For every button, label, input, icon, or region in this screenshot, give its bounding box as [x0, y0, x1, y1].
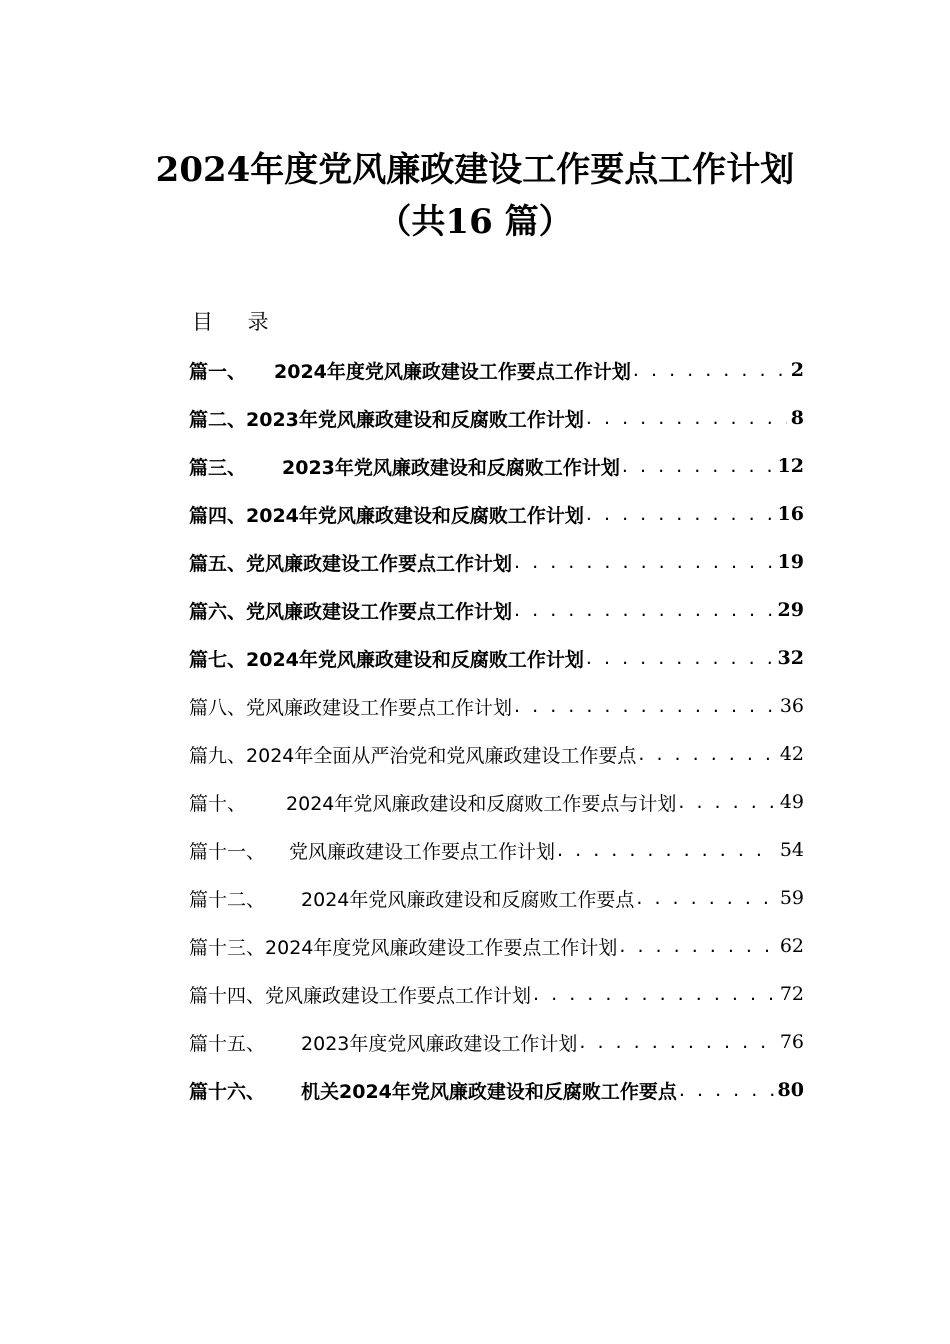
toc-entry-prefix: 篇十二、 [189, 888, 266, 911]
toc-entry-title: 2024年度党风廉政建设工作要点工作计划 [265, 936, 618, 959]
toc-leader-dots [557, 839, 776, 861]
toc-entry-prefix: 篇九、 [189, 744, 247, 767]
toc-entry-page: 12 [777, 455, 804, 477]
toc-entry[interactable] [189, 1066, 804, 1114]
toc-heading: 目 录 [192, 310, 283, 334]
toc-entry[interactable] [189, 970, 804, 1018]
toc-entry-title: 党风廉政建设工作要点工作计划 [246, 552, 513, 575]
toc-leader-dots [533, 983, 776, 1005]
toc-entry-page: 62 [779, 935, 804, 957]
toc-leader-dots [586, 647, 774, 669]
toc-entry-title: 2024年全面从严治党和党风廉政建设工作要点 [246, 744, 637, 767]
document-subtitle: （共16 篇） [377, 202, 573, 242]
toc-entry[interactable] [189, 682, 804, 730]
toc-entry-page: 16 [777, 503, 804, 525]
toc-entry-prefix: 篇十五、 [189, 1032, 266, 1055]
toc-leader-dots [622, 455, 774, 477]
toc-entry-prefix: 篇八、 [189, 696, 247, 719]
toc-entry-prefix: 篇六、 [189, 600, 247, 623]
toc-entry-title: 2023年度党风廉政建设工作计划 [301, 1032, 578, 1055]
toc-leader-dots [633, 359, 787, 381]
toc-entry-title: 2024年党风廉政建设和反腐败工作计划 [246, 648, 584, 671]
toc-entry[interactable] [189, 922, 804, 970]
toc-leader-dots [619, 935, 775, 957]
toc-entry-prefix: 篇十、 [189, 792, 247, 815]
toc-entry[interactable] [189, 634, 804, 682]
toc-entry-prefix: 篇十六、 [189, 1080, 266, 1103]
toc-leader-dots [678, 791, 775, 813]
toc-entry-prefix: 篇十四、 [189, 984, 266, 1007]
toc-leader-dots [586, 503, 774, 525]
toc-leader-dots [586, 407, 787, 429]
toc-entry-title: 2023年党风廉政建设和反腐败工作计划 [246, 408, 584, 431]
toc-entry[interactable] [189, 538, 804, 586]
toc-entry-page: 32 [777, 647, 804, 669]
toc-entry-title: 机关2024年党风廉政建设和反腐败工作要点 [301, 1080, 677, 1103]
toc-entry-page: 59 [779, 887, 804, 909]
toc-entry-prefix: 篇十三、 [189, 936, 266, 959]
toc-entry[interactable] [189, 874, 804, 922]
toc-entry-title: 2024年党风廉政建设和反腐败工作要点与计划 [286, 792, 677, 815]
toc-entry-page: 2 [790, 359, 804, 381]
toc-entry-prefix: 篇三、 [189, 456, 247, 479]
toc-entry-prefix: 篇五、 [189, 552, 247, 575]
toc-entry-title: 党风廉政建设工作要点工作计划 [246, 600, 513, 623]
toc-entry-page: 42 [779, 743, 804, 765]
toc-entry-page: 29 [777, 599, 804, 621]
toc-entry[interactable] [189, 346, 804, 394]
toc-entry[interactable] [189, 730, 804, 778]
toc-entry-page: 72 [779, 983, 804, 1005]
toc-leader-dots [679, 1079, 774, 1101]
toc-entry-title: 党风廉政建设工作要点工作计划 [246, 696, 513, 719]
toc-entry-page: 54 [779, 839, 804, 861]
toc-leader-dots [514, 599, 774, 621]
toc-entry-prefix: 篇七、 [189, 648, 247, 671]
toc-entry-page: 19 [777, 551, 804, 573]
toc-leader-dots [636, 887, 775, 909]
toc-entry-page: 76 [779, 1031, 804, 1053]
toc-entry-prefix: 篇一、 [189, 360, 247, 383]
toc-entry[interactable] [189, 778, 804, 826]
toc-entry[interactable] [189, 1018, 804, 1066]
toc-entry-page: 8 [790, 407, 804, 429]
toc-leader-dots [514, 695, 776, 717]
table-of-contents [189, 346, 804, 1114]
toc-entry-title: 2023年党风廉政建设和反腐败工作计划 [282, 456, 620, 479]
toc-entry-prefix: 篇十一、 [189, 840, 266, 863]
toc-entry-page: 36 [779, 695, 804, 717]
toc-entry-title: 2024年党风廉政建设和反腐败工作要点 [301, 888, 635, 911]
toc-entry-title: 2024年度党风廉政建设工作要点工作计划 [274, 360, 631, 383]
toc-entry-page: 80 [777, 1079, 804, 1101]
toc-entry[interactable] [189, 490, 804, 538]
toc-entry[interactable] [189, 442, 804, 490]
document-title: 2024年度党风廉政建设工作要点工作计划 [155, 150, 795, 190]
toc-entry[interactable] [189, 394, 804, 442]
toc-entry-prefix: 篇四、 [189, 504, 247, 527]
toc-entry-title: 2024年党风廉政建设和反腐败工作计划 [246, 504, 584, 527]
toc-entry-title: 党风廉政建设工作要点工作计划 [289, 840, 556, 863]
toc-entry[interactable] [189, 586, 804, 634]
toc-entry-page: 49 [779, 791, 804, 813]
toc-leader-dots [579, 1031, 775, 1053]
toc-entry-prefix: 篇二、 [189, 408, 247, 431]
toc-entry[interactable] [189, 826, 804, 874]
toc-leader-dots [514, 551, 774, 573]
toc-leader-dots [638, 743, 775, 765]
toc-entry-title: 党风廉政建设工作要点工作计划 [265, 984, 532, 1007]
